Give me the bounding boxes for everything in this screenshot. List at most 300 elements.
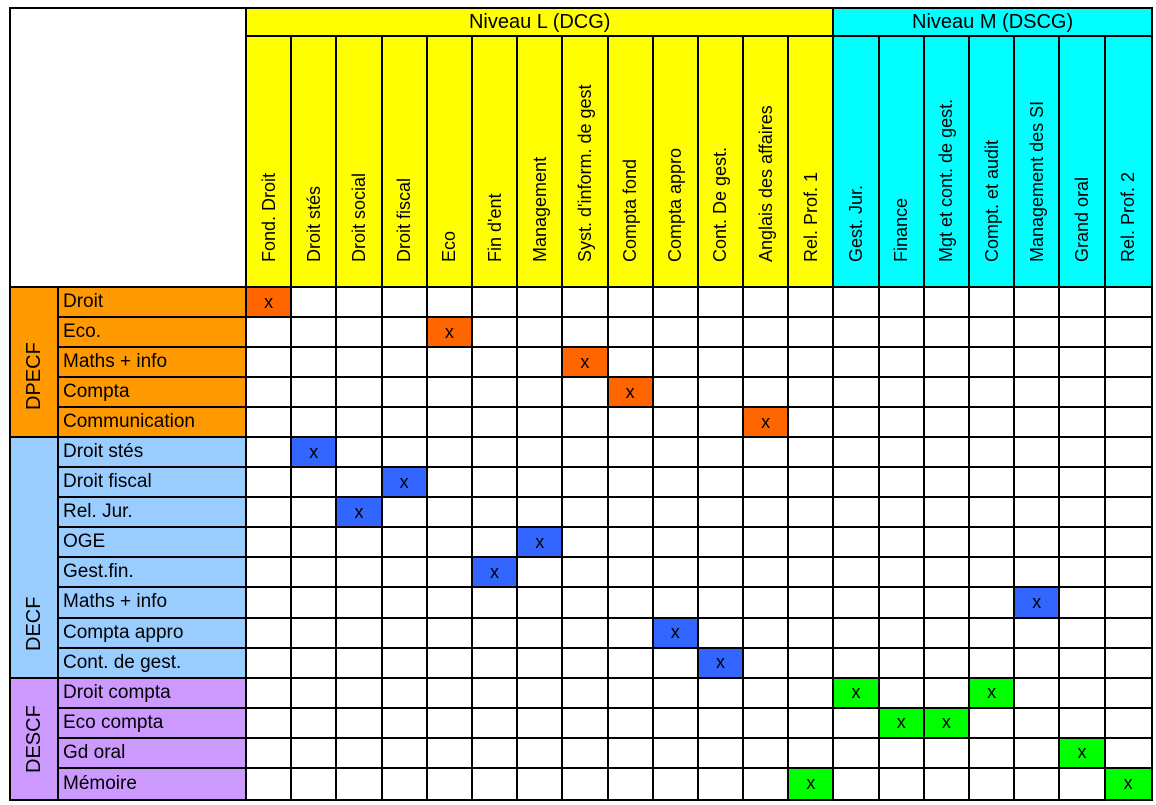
table-cell <box>292 468 337 498</box>
table-cell <box>1106 408 1151 438</box>
table-cell <box>925 558 970 588</box>
table-cell <box>880 408 925 438</box>
table-cell <box>834 438 879 468</box>
table-cell <box>473 378 518 408</box>
table-cell <box>880 528 925 558</box>
table-cell <box>925 408 970 438</box>
table-cell <box>654 498 699 528</box>
table-cell <box>699 498 744 528</box>
table-cell <box>744 679 789 709</box>
table-cell <box>880 318 925 348</box>
table-cell <box>1015 378 1060 408</box>
subject-header <box>428 37 473 288</box>
table-cell <box>834 709 879 739</box>
table-cell <box>1106 318 1151 348</box>
table-cell <box>609 318 654 348</box>
subject-label: Compta appro <box>665 147 686 262</box>
row-label: Compta <box>59 378 247 408</box>
table-cell <box>1060 498 1105 528</box>
table-cell <box>292 709 337 739</box>
table-cell <box>563 378 608 408</box>
table-cell <box>699 528 744 558</box>
table-cell <box>654 769 699 799</box>
table-cell <box>744 438 789 468</box>
table-cell <box>247 438 292 468</box>
table-cell <box>428 438 473 468</box>
table-cell <box>925 679 970 709</box>
table-cell <box>563 468 608 498</box>
table-cell <box>925 588 970 618</box>
mark-cell: x <box>337 498 382 528</box>
table-cell <box>1106 649 1151 679</box>
table-cell <box>744 498 789 528</box>
subject-header <box>383 37 428 288</box>
table-cell <box>970 649 1015 679</box>
table-cell <box>1015 348 1060 378</box>
table-cell <box>563 288 608 318</box>
table-cell <box>1106 619 1151 649</box>
mark-cell: x <box>1106 769 1151 799</box>
table-cell <box>473 769 518 799</box>
row-label: Rel. Jur. <box>59 498 247 528</box>
table-cell <box>473 318 518 348</box>
mark-cell: x <box>292 438 337 468</box>
table-cell <box>970 378 1015 408</box>
table-cell <box>925 619 970 649</box>
table-cell <box>925 498 970 528</box>
group-label-text: DPECF <box>23 342 45 411</box>
table-cell <box>1015 528 1060 558</box>
table-cell <box>789 679 834 709</box>
table-cell <box>563 528 608 558</box>
table-cell <box>789 468 834 498</box>
table-cell <box>880 679 925 709</box>
table-cell <box>925 348 970 378</box>
table-cell <box>383 528 428 558</box>
table-cell <box>609 438 654 468</box>
table-cell <box>473 588 518 618</box>
table-cell <box>247 528 292 558</box>
table-cell <box>1060 769 1105 799</box>
mark-cell: x <box>1015 588 1060 618</box>
table-cell <box>834 739 879 769</box>
table-cell <box>970 348 1015 378</box>
subject-label: Management des SI <box>1026 100 1047 262</box>
table-cell <box>337 288 382 318</box>
table-cell <box>1015 498 1060 528</box>
subject-label: Droit social <box>348 172 369 262</box>
row-label: Droit stés <box>59 438 247 468</box>
table-cell <box>834 649 879 679</box>
table-cell <box>563 498 608 528</box>
table-cell <box>654 528 699 558</box>
table-cell <box>428 498 473 528</box>
subject-header <box>970 37 1015 288</box>
table-cell <box>247 408 292 438</box>
table-cell <box>563 408 608 438</box>
table-cell <box>292 558 337 588</box>
table-cell <box>292 649 337 679</box>
table-cell <box>428 378 473 408</box>
row-label: Droit compta <box>59 679 247 709</box>
table-cell <box>337 619 382 649</box>
subject-header <box>925 37 970 288</box>
table-cell <box>789 348 834 378</box>
table-cell <box>699 679 744 709</box>
table-cell <box>1106 709 1151 739</box>
table-cell <box>1106 588 1151 618</box>
table-cell <box>292 528 337 558</box>
group-label-text: DESCF <box>23 705 45 773</box>
table-cell <box>428 558 473 588</box>
row-label: Maths + info <box>59 348 247 378</box>
table-cell <box>518 408 563 438</box>
table-cell <box>292 739 337 769</box>
table-cell <box>337 468 382 498</box>
table-cell <box>925 438 970 468</box>
subject-header <box>880 37 925 288</box>
table-cell <box>925 649 970 679</box>
table-cell <box>1060 468 1105 498</box>
table-cell <box>337 588 382 618</box>
table-cell <box>428 348 473 378</box>
table-cell <box>247 468 292 498</box>
table-cell <box>1106 679 1151 709</box>
table-cell <box>789 378 834 408</box>
table-cell <box>834 498 879 528</box>
table-cell <box>1060 709 1105 739</box>
subject-label: Compt. et audit <box>981 139 1002 262</box>
table-cell <box>1060 528 1105 558</box>
table-cell <box>789 709 834 739</box>
table-cell <box>247 348 292 378</box>
row-label: OGE <box>59 528 247 558</box>
table-cell <box>383 378 428 408</box>
table-cell <box>609 348 654 378</box>
table-cell <box>337 709 382 739</box>
table-cell <box>247 649 292 679</box>
table-cell <box>1015 318 1060 348</box>
table-cell <box>699 348 744 378</box>
table-cell <box>609 769 654 799</box>
table-cell <box>473 498 518 528</box>
table-cell <box>428 649 473 679</box>
table-cell <box>744 709 789 739</box>
table-cell <box>1106 528 1151 558</box>
table-cell <box>292 348 337 378</box>
table-cell <box>247 709 292 739</box>
table-cell <box>247 378 292 408</box>
table-cell <box>518 588 563 618</box>
table-cell <box>609 468 654 498</box>
table-cell <box>654 739 699 769</box>
subject-header <box>247 37 292 288</box>
table-cell <box>699 558 744 588</box>
table-cell <box>699 468 744 498</box>
subject-label: Droit stés <box>303 185 324 262</box>
subject-header <box>1015 37 1060 288</box>
level-header: Niveau M (DSCG) <box>834 9 1150 37</box>
table-cell <box>609 709 654 739</box>
table-cell <box>925 769 970 799</box>
equivalence-table <box>9 7 1153 801</box>
table-cell <box>699 588 744 618</box>
table-cell <box>609 528 654 558</box>
row-label: Droit fiscal <box>59 468 247 498</box>
table-cell <box>834 528 879 558</box>
row-label: Eco. <box>59 318 247 348</box>
table-cell <box>1106 739 1151 769</box>
table-cell <box>383 558 428 588</box>
table-cell <box>970 709 1015 739</box>
table-cell <box>880 619 925 649</box>
table-cell <box>925 528 970 558</box>
table-cell <box>609 739 654 769</box>
table-cell <box>789 498 834 528</box>
subject-header <box>563 37 608 288</box>
table-cell <box>834 619 879 649</box>
table-cell <box>970 498 1015 528</box>
table-cell <box>337 438 382 468</box>
mark-cell: x <box>970 679 1015 709</box>
subject-label: Eco <box>439 230 460 262</box>
table-cell <box>699 378 744 408</box>
table-cell <box>473 739 518 769</box>
table-cell <box>880 438 925 468</box>
table-cell <box>1015 649 1060 679</box>
table-cell <box>428 408 473 438</box>
table-cell <box>970 588 1015 618</box>
table-cell <box>337 408 382 438</box>
table-cell <box>337 348 382 378</box>
mark-cell: x <box>880 709 925 739</box>
subject-header <box>744 37 789 288</box>
subject-label: Management <box>529 156 550 262</box>
subject-label: Fin d'ent <box>484 193 505 262</box>
table-cell <box>473 709 518 739</box>
table-cell <box>563 679 608 709</box>
table-cell <box>699 288 744 318</box>
subject-label: Syst. d'inform. de gest <box>574 84 595 262</box>
table-cell <box>699 438 744 468</box>
table-cell <box>1060 558 1105 588</box>
subject-header <box>518 37 563 288</box>
table-cell <box>247 588 292 618</box>
table-cell <box>1015 619 1060 649</box>
table-cell <box>744 318 789 348</box>
table-cell <box>789 588 834 618</box>
table-cell <box>609 679 654 709</box>
table-cell <box>834 468 879 498</box>
table-cell <box>337 769 382 799</box>
subject-header <box>1060 37 1105 288</box>
table-cell <box>970 739 1015 769</box>
table-cell <box>834 558 879 588</box>
table-cell <box>609 408 654 438</box>
table-cell <box>1106 468 1151 498</box>
table-cell <box>1106 288 1151 318</box>
table-cell <box>789 619 834 649</box>
table-cell <box>744 288 789 318</box>
table-cell <box>970 318 1015 348</box>
table-cell <box>563 739 608 769</box>
mark-cell: x <box>609 378 654 408</box>
table-cell <box>699 318 744 348</box>
mark-cell: x <box>699 649 744 679</box>
table-cell <box>699 769 744 799</box>
table-cell <box>428 619 473 649</box>
row-label: Gest.fin. <box>59 558 247 588</box>
table-cell <box>1106 438 1151 468</box>
table-cell <box>1060 588 1105 618</box>
table-cell <box>428 769 473 799</box>
table-cell <box>609 288 654 318</box>
mark-cell: x <box>654 619 699 649</box>
table-cell <box>654 288 699 318</box>
table-cell <box>518 558 563 588</box>
table-cell <box>292 408 337 438</box>
table-cell <box>247 558 292 588</box>
subject-label: Fond. Droit <box>258 172 279 262</box>
table-cell <box>473 619 518 649</box>
table-cell <box>518 709 563 739</box>
table-cell <box>563 649 608 679</box>
table-cell <box>563 709 608 739</box>
table-cell <box>518 739 563 769</box>
table-cell <box>473 649 518 679</box>
table-cell <box>834 348 879 378</box>
row-label: Droit <box>59 288 247 318</box>
subject-header <box>834 37 879 288</box>
table-cell <box>473 468 518 498</box>
subject-header <box>699 37 744 288</box>
subject-header <box>292 37 337 288</box>
table-cell <box>880 468 925 498</box>
level-header: Niveau L (DCG) <box>247 9 834 37</box>
table-cell <box>337 378 382 408</box>
table-cell <box>744 588 789 618</box>
table-cell <box>518 619 563 649</box>
table-cell <box>1015 468 1060 498</box>
row-label: Mémoire <box>59 769 247 799</box>
table-cell <box>473 528 518 558</box>
table-cell <box>970 558 1015 588</box>
subject-header <box>789 37 834 288</box>
table-cell <box>925 739 970 769</box>
table-cell <box>970 619 1015 649</box>
subject-header <box>473 37 518 288</box>
table-cell <box>834 288 879 318</box>
table-cell <box>744 468 789 498</box>
table-cell <box>789 318 834 348</box>
mark-cell: x <box>428 318 473 348</box>
table-cell <box>383 318 428 348</box>
table-cell <box>1106 348 1151 378</box>
table-cell <box>518 498 563 528</box>
table-cell <box>744 378 789 408</box>
table-cell <box>428 288 473 318</box>
table-cell <box>337 679 382 709</box>
table-cell <box>654 378 699 408</box>
table-cell <box>563 619 608 649</box>
table-cell <box>699 408 744 438</box>
table-cell <box>925 468 970 498</box>
table-cell <box>1106 498 1151 528</box>
table-cell <box>834 769 879 799</box>
table-cell <box>880 739 925 769</box>
table-cell <box>834 408 879 438</box>
table-cell <box>1015 558 1060 588</box>
table-cell <box>383 408 428 438</box>
table-cell <box>1060 649 1105 679</box>
table-cell <box>1106 558 1151 588</box>
table-cell <box>744 348 789 378</box>
mark-cell: x <box>744 408 789 438</box>
table-cell <box>654 709 699 739</box>
table-cell <box>563 438 608 468</box>
table-cell <box>880 588 925 618</box>
table-cell <box>744 619 789 649</box>
subject-label: Rel. Prof. 1 <box>800 171 821 262</box>
table-cell <box>880 769 925 799</box>
table-cell <box>1060 408 1105 438</box>
table-cell <box>654 348 699 378</box>
table-cell <box>383 739 428 769</box>
table-cell <box>292 679 337 709</box>
mark-cell: x <box>789 769 834 799</box>
table-cell <box>247 619 292 649</box>
table-cell <box>744 649 789 679</box>
table-cell <box>337 739 382 769</box>
table-cell <box>292 288 337 318</box>
table-cell <box>1015 288 1060 318</box>
table-cell <box>473 288 518 318</box>
table-cell <box>654 558 699 588</box>
table-cell <box>834 318 879 348</box>
table-cell <box>563 769 608 799</box>
table-cell <box>609 498 654 528</box>
table-cell <box>383 679 428 709</box>
table-cell <box>789 408 834 438</box>
table-cell <box>789 528 834 558</box>
table-cell <box>518 378 563 408</box>
table-cell <box>337 649 382 679</box>
table-cell <box>699 709 744 739</box>
table-cell <box>925 288 970 318</box>
table-cell <box>337 558 382 588</box>
table-cell <box>337 318 382 348</box>
table-cell <box>1015 438 1060 468</box>
table-cell <box>292 378 337 408</box>
table-cell <box>337 528 382 558</box>
table-cell <box>970 408 1015 438</box>
table-cell <box>880 558 925 588</box>
table-cell <box>1060 679 1105 709</box>
table-cell <box>1060 378 1105 408</box>
table-cell <box>473 348 518 378</box>
row-label: Maths + info <box>59 588 247 618</box>
table-cell <box>654 468 699 498</box>
table-cell <box>383 348 428 378</box>
table-cell <box>1015 769 1060 799</box>
table-cell <box>292 588 337 618</box>
table-cell <box>609 558 654 588</box>
subject-label: Mgt et cont. de gest. <box>936 98 957 262</box>
table-cell <box>654 588 699 618</box>
table-cell <box>880 649 925 679</box>
table-cell <box>563 318 608 348</box>
table-cell <box>789 438 834 468</box>
